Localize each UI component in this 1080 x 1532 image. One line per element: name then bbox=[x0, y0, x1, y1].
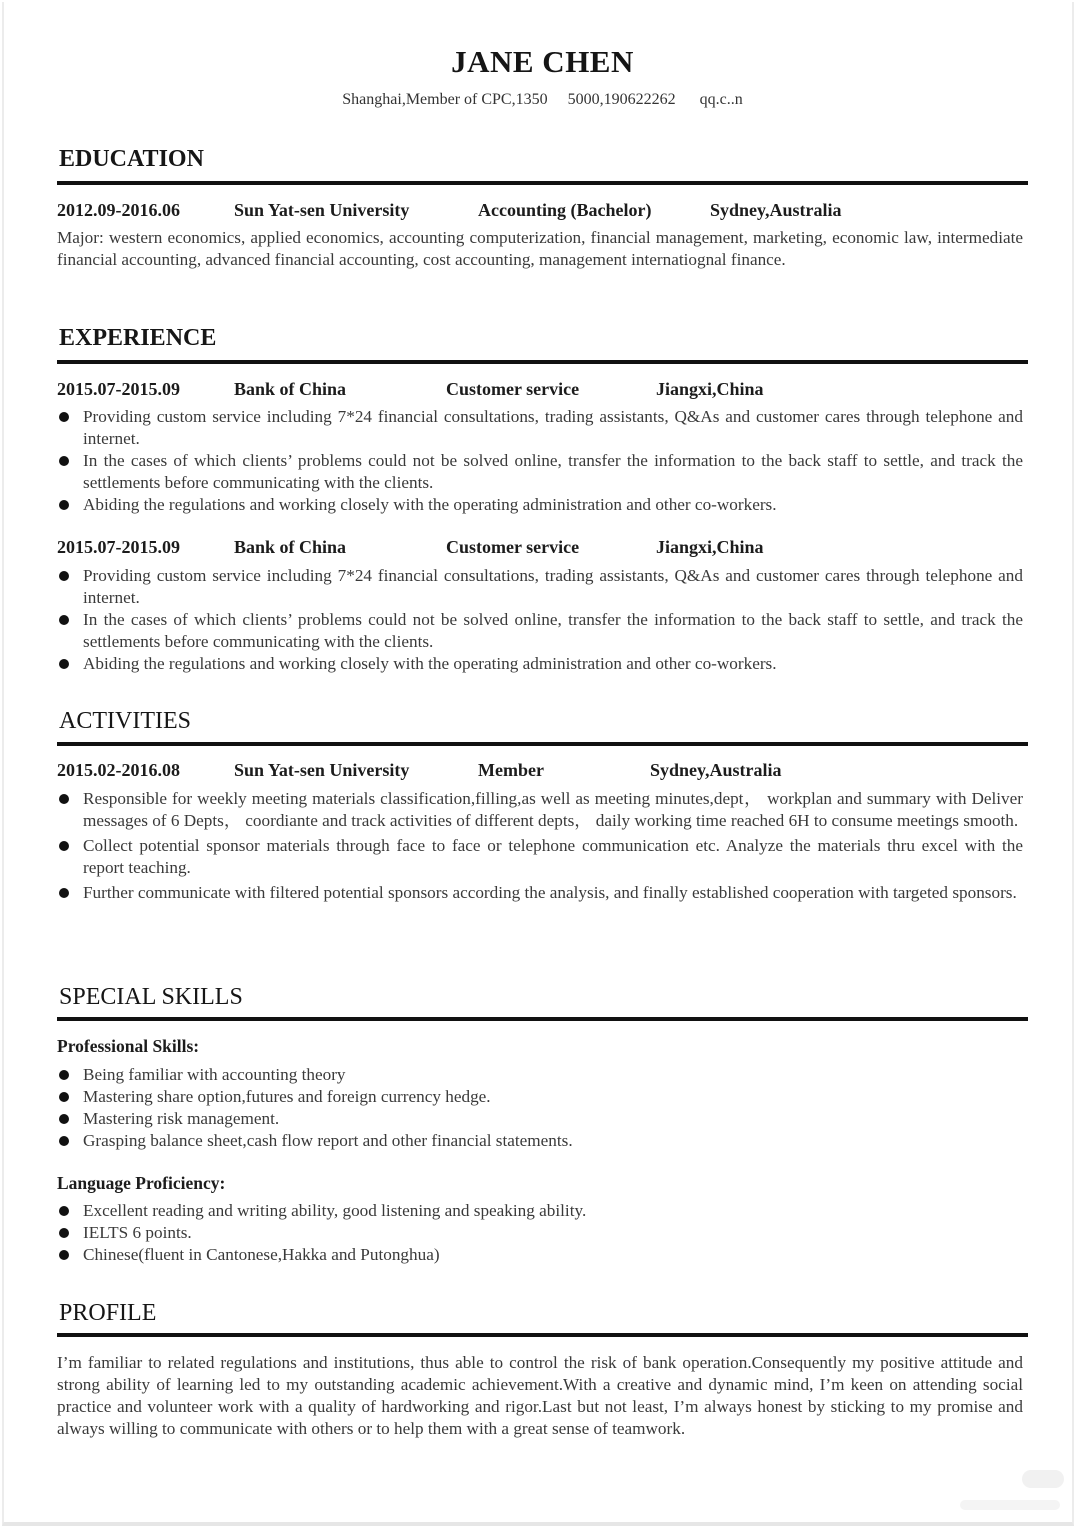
list-item: Chinese(fluent in Cantonese,Hakka and Putonghua) bbox=[57, 1244, 1023, 1266]
list-item: Collect potential sponsor materials through face to face or telephone communication etc. Analyze the materials thru excel with the report teaching. bbox=[57, 835, 1023, 879]
activities-rule bbox=[57, 742, 1028, 746]
entry-date: 2015.02-2016.08 bbox=[57, 760, 180, 780]
list-item: Providing custom service including 7*24 financial consultations, trading assistants, Q&As and customer cares through telephone and internet. bbox=[57, 565, 1023, 609]
activities-entry-row bbox=[57, 760, 1028, 782]
entry-organization: Sun Yat-sen University bbox=[234, 200, 410, 220]
list-item: Being familiar with accounting theory bbox=[57, 1064, 1023, 1086]
language-list bbox=[57, 1200, 1023, 1266]
list-item: Grasping balance sheet,cash flow report and other financial statements. bbox=[57, 1130, 1023, 1152]
experience-bullets bbox=[57, 406, 1023, 516]
experience-bullets bbox=[57, 565, 1023, 675]
entry-organization: Bank of China bbox=[234, 537, 347, 557]
experience-entry-row bbox=[57, 537, 1028, 559]
entry-date: 2015.07-2015.09 bbox=[57, 379, 180, 399]
professional-skills-label: Professional Skills: bbox=[57, 1036, 200, 1056]
entry-organization: Sun Yat-sen University bbox=[234, 760, 410, 780]
skills-heading: SPECIAL SKILLS bbox=[59, 984, 243, 1010]
entry-organization: Bank of China bbox=[234, 379, 347, 399]
profile-heading: PROFILE bbox=[59, 1300, 157, 1326]
entry-location: Jiangxi,China bbox=[656, 537, 764, 557]
list-item: Mastering share option,futures and foreign currency hedge. bbox=[57, 1086, 1023, 1108]
activities-bullets bbox=[57, 788, 1023, 907]
resume-name: JANE CHEN bbox=[451, 44, 634, 79]
entry-role: Member bbox=[478, 760, 544, 780]
experience-entry-row bbox=[57, 379, 1028, 401]
education-entry-row bbox=[57, 200, 1028, 222]
list-item: In the cases of which clients’ problems could not be solved online, transfer the information to the back staff to settle, and track the settlements before communicating with the clients. bbox=[57, 609, 1023, 653]
profile-text: I’m familiar to related regulations and institutions, thus able to control the risk of bank operation.Consequently my positive attitude and strong ability of learning led to my outstanding academic achievement.With a creative and dynamic mind, I’m keen on attending social practice and volunteer work with a quality of hardworking and rigor.Last but not least, I’m always honest by sticking to my promise and always willing to communicate with others or to help them with a great sense of teamwork. bbox=[57, 1353, 1023, 1438]
list-item: Mastering risk management. bbox=[57, 1108, 1023, 1130]
entry-location: Jiangxi,China bbox=[656, 379, 764, 399]
entry-location: Sydney,Australia bbox=[650, 760, 782, 780]
watermark-text-smudge bbox=[960, 1500, 1060, 1510]
list-item: Abiding the regulations and working closely with the operating administration and other co-workers. bbox=[57, 653, 1023, 675]
profile-rule bbox=[57, 1333, 1028, 1337]
experience-heading: EXPERIENCE bbox=[59, 325, 217, 351]
watermark-icon bbox=[1022, 1470, 1064, 1488]
list-item: Further communicate with filtered potential sponsors according the analysis, and finally established cooperation with targeted sponsors. bbox=[57, 882, 1023, 904]
list-item: In the cases of which clients’ problems could not be solved online, transfer the information to the back staff to settle, and track the settlements before communicating with the clients. bbox=[57, 450, 1023, 494]
education-heading: EDUCATION bbox=[59, 146, 204, 172]
experience-rule bbox=[57, 360, 1028, 364]
entry-role: Accounting (Bachelor) bbox=[478, 200, 652, 220]
list-item: IELTS 6 points. bbox=[57, 1222, 1023, 1244]
activities-heading: ACTIVITIES bbox=[59, 708, 191, 734]
professional-skills-list bbox=[57, 1064, 1023, 1152]
list-item: Excellent reading and writing ability, good listening and speaking ability. bbox=[57, 1200, 1023, 1222]
contact-line: Shanghai,Member of CPC,1350 5000,190622262 qq.c..n bbox=[342, 91, 743, 108]
education-rule bbox=[57, 181, 1028, 185]
list-item: Abiding the regulations and working closely with the operating administration and other co-workers. bbox=[57, 494, 1023, 516]
education-major: Major: western economics, applied economics, accounting computerization, financial management, marketing, economic law, intermediate financial accounting, advanced financial accounting, cost accounting, management internatiognal finance. bbox=[57, 228, 1023, 269]
list-item: Responsible for weekly meeting materials classification,filling,as well as meeting minutes,dept， workplan and summary with Deliver messages of 6 Depts， coordiante and track activities of different depts， daily working time reached 6H to consume meetings smooth. bbox=[57, 788, 1023, 832]
entry-date: 2015.07-2015.09 bbox=[57, 537, 180, 557]
entry-role: Customer service bbox=[446, 537, 580, 557]
language-proficiency-label: Language Proficiency: bbox=[57, 1173, 226, 1193]
entry-date: 2012.09-2016.06 bbox=[57, 200, 180, 220]
entry-role: Customer service bbox=[446, 379, 580, 399]
list-item: Providing custom service including 7*24 financial consultations, trading assistants, Q&As and customer cares through telephone and internet. bbox=[57, 406, 1023, 450]
entry-location: Sydney,Australia bbox=[710, 200, 842, 220]
skills-rule bbox=[57, 1017, 1028, 1021]
